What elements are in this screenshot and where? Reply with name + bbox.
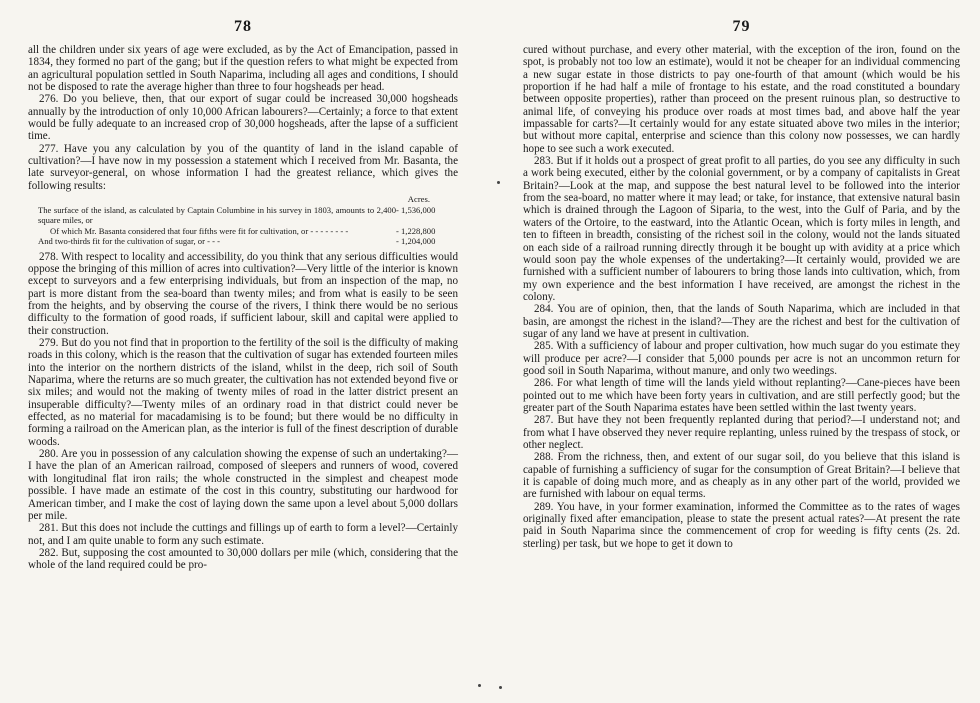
table-row-label: And two-thirds fit for the cultivation of sugar, or - - - [38, 236, 220, 247]
gutter-mark [497, 181, 500, 184]
left-page [28, 0, 458, 572]
gutter-mark [478, 684, 481, 687]
page-number-right: 79 [732, 18, 751, 35]
table-row-value: - 1,536,000 [396, 204, 436, 215]
right-page [523, 0, 960, 550]
left-page-text [28, 44, 458, 572]
paragraph: 287. But have they not been frequently replanted during that period?—I understand not; and from what I have observed they never require replanting, unless ruined by the trespass of stock, or other neglect. [523, 414, 960, 451]
paragraph: 277. Have you any calculation by you of the quantity of land in the island capable of cultivation?—I have now in my possession a statement which I received from Mr. Basanta, the late surveyor-general, on whose information I had the greatest reliance, which gives the following results: [28, 142, 458, 192]
page-number-left: 78 [234, 18, 252, 35]
paragraph: 281. But this does not include the cuttings and fillings up of earth to form a level?—Certainly not, and I am quite unable to form any such estimate. [28, 522, 458, 547]
table-row [38, 236, 458, 247]
gutter-mark [499, 686, 502, 689]
paragraph: cured without purchase, and every other material, with the exception of the iron, found on the spot, is probably not too low an estimate), would it not be cheaper for an individual commencing a new sugar estate in those districts to pay one-fourth of that amount (which would be his proportion if he had half a mile of frontage to his estate, and the road constituted a boundary between opposite properties), rather than proceed on the present ruinous plan, so destructive to animal life, of conveying his produce over roads at most times bad, and above half the year impassable for carts?—It certainly would for any estate situated above two miles in the interior; but without more capital, enterprise and science than this colony now possesses, we can hardly hope to see such a work executed. [523, 44, 960, 155]
table-row-label: The surface of the island, as calculated by Captain Columbine in his survey in 1803, amounts to 2,400 square miles, or [38, 204, 396, 226]
paragraph: 284. You are of opinion, then, that the lands of South Naparima, which are included in that basin, are amongst the richest in the island?—They are the richest and best for the cultivation of sugar of any land we have at present in cultivation. [523, 303, 960, 340]
table-row-value: - 1,204,000 [396, 236, 436, 247]
land-acreage-table [38, 194, 458, 247]
table-row-value: - 1,228,800 [396, 225, 436, 236]
paragraph: 276. Do you believe, then, that our export of sugar could be increased 30,000 hogsheads annually by the introduction of only 10,000 African labourers?—Certainly; a force to that extent would be fully adequate to an increased crop of 30,000 hogsheads, after the lapse of a sufficient time. [28, 93, 458, 143]
table-row [38, 205, 458, 226]
paragraph: 289. You have, in your former examination, informed the Committee as to the rates of wages originally fixed after emancipation, please to state the present actual rates?—At present the rate paid in South Naparima since the commencement of crop for weeding is fifty cents (2s. 2d. sterling) per task, but we hope to get it down to [523, 500, 960, 550]
paragraph: 288. From the richness, then, and extent of our sugar soil, do you believe that this island is capable of furnishing a sufficiency of sugar for the consumption of Great Britain?—I believe that it is capable of doing much more, and as cheaply as in any other part of the world, provided we are furnished with labour on equal terms. [523, 451, 960, 501]
paragraph: 285. With a sufficiency of labour and proper cultivation, how much sugar do you estimate they will produce per acre?—I consider that 5,000 pounds per acre is not an uncommon return for good soil in South Naparima, without manure, and only two weedings. [523, 340, 960, 377]
paragraph: all the children under six years of age were excluded, as by the Act of Emancipation, passed in 1834, they formed no part of the gang; but if the question refers to what might be expected from an agricultural population settled in South Naparima, including all ages and conditions, I should not be disposed to rate the average higher than three to four hogsheads per head. [28, 44, 458, 94]
paragraph: 283. But if it holds out a prospect of great profit to all parties, do you see any difficulty in such a work being executed, either by the colonial government, or by a company of capitalists in Great Britain?—Look at the map, and suppose the best natural level to be followed into the interior from the sea-board, no matter where it may lead; or take, for instance, that extensive natural basin which is drained through the Lagoon of Siparia, to the west, into the Gulf of Paria, and by the waters of the Ortoire, to the eastward, into the Atlantic Ocean, which is forty miles in length, and ten to fifteen in breadth, consisting of the richest soil in the colony, would not the lands situated on each side of a railroad running directly through it be bought up with avidity at a price which would soon pay the whole expenses of the undertaking?—It certainly would, provided we are furnished with a sufficient number of labourers to bring those lands into cultivation, which, from my own experience and the best information I have received, are amongst the richest in the colony. [523, 155, 960, 303]
paragraph: 278. With respect to locality and accessibility, do you think that any serious difficulties would oppose the bringing of this million of acres into cultivation?—Very little of the interior is known except to surveyors and a few enterprising individuals, but from an inspection of the map, no part is more distant from the sea-board than twenty miles; and from what is easily to be seen from the heights, and by observing the course of the rivers, I think there would be no serious difficulty to the formation of good roads, if sufficient labour, skill and capital were applied to their construction. [28, 250, 458, 337]
paragraph: 282. But, supposing the cost amounted to 30,000 dollars per mile (which, considering that the whole of the land required could be pro- [28, 546, 458, 572]
table-row [38, 226, 458, 237]
paragraph: 279. But do you not find that in proportion to the fertility of the soil is the difficulty of making roads in this colony, which is the reason that the cultivation of sugar has extended fourteen miles into the interior on the northern districts of the island, whilst in the deep, rich soil of South Naparima, where the returns are so much greater, the cultivation has not extended beyond five or six miles; and would not the making of twenty miles of road in the latter district present an insuperable difficulty?—Twenty miles of an ordinary road in that district could never be effected, as no material for macadamising is to be found; but there would be no difficulty in forming a railroad on the American plan, as the interior is full of the finest description of durable woods. [28, 337, 458, 448]
paragraph: 280. Are you in possession of any calculation showing the expense of such an undertaking?—I have the plan of an American railroad, composed of sleepers and runners of wood, covered with longitudinal flat iron rails; the whole constructed in the simplest and cheapest mode possible. I have made an estimate of the cost in this country, substituting our hardwood for American timber, and I make the cost of laying down the same upon a level about 5,000 dollars per mile. [28, 448, 458, 522]
paragraph: 286. For what length of time will the lands yield without replanting?—Cane-pieces have been pointed out to me which have been forty years in cultivation, and are still perfectly good; but the greater part of the South Naparima estates have been settled within the last twenty years. [523, 377, 960, 414]
table-header: Acres. [407, 194, 430, 205]
table-row-label: Of which Mr. Basanta considered that four fifths were fit for cultivation, or - - - - - - - - [50, 225, 349, 236]
right-page-text [523, 44, 960, 550]
